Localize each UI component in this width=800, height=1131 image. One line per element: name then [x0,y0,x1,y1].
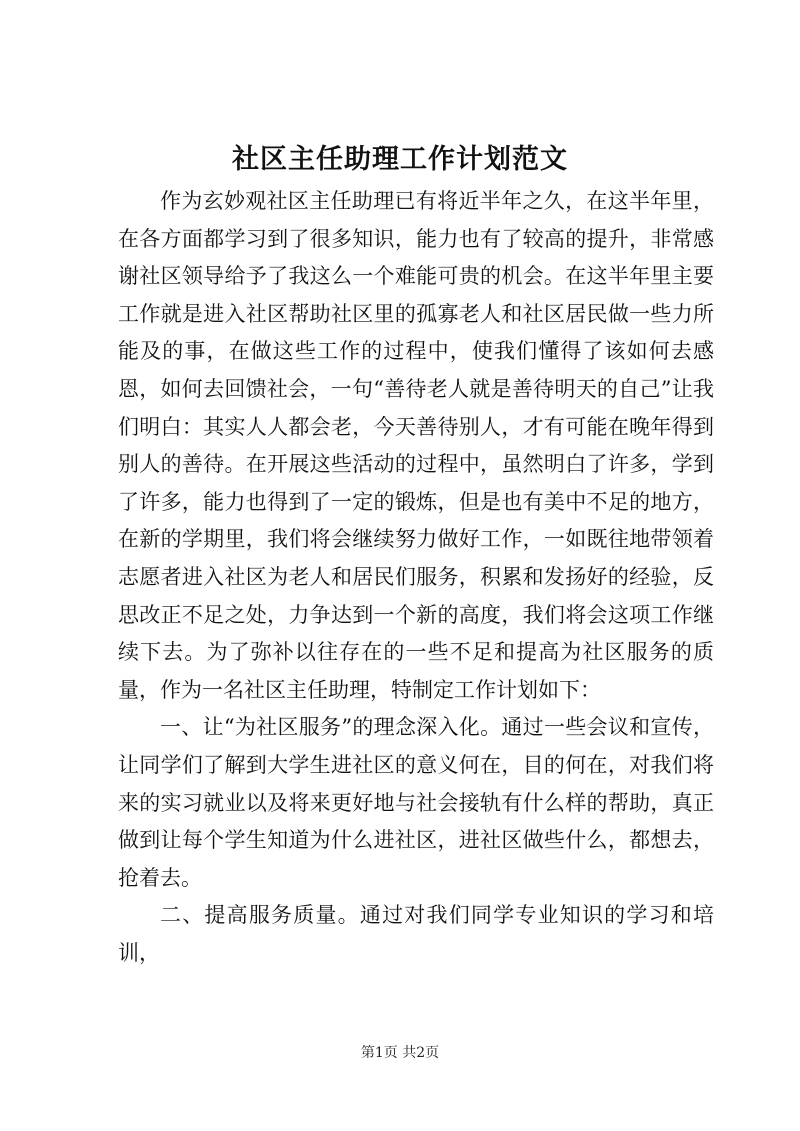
paragraph-item-2: 二、提高服务质量。通过对我们同学专业知识的学习和培训， [118,903,714,965]
paragraph-item-1: 一、让“为社区服务”的理念深入化。通过一些会议和宣传，让同学们了解到大学生进社区的意义何在，目的何在，对我们将来的实习就业以及将来更好地与社会接轨有什么样的帮助，真正做到让每个学生知道为什么进社区，进社区做些什么，都想去，抢着去。 [118,715,714,890]
document-title: 社区主任助理工作计划范文 [232,144,568,175]
page-footer: 第1页 共2页 [360,1045,440,1061]
document-body [118,183,714,972]
paragraph-intro: 作为玄妙观社区主任助理已有将近半年之久，在这半年里，在各方面都学习到了很多知识，能力也有了较高的提升，非常感谢社区领导给予了我这么一个难能可贵的机会。在这半年里主要工作就是进入社区帮助社区里的孤寡老人和社区居民做一些力所能及的事，在做这些工作的过程中，使我们懂得了该如何去感恩，如何去回馈社会，一句“善待老人就是善待明天的自己”让我们明白：其实人人都会老，今天善待别人，才有可能在晚年得到别人的善待。在开展这些活动的过程中，虽然明白了许多，学到了许多，能力也得到了一定的锻炼，但是也有美中不足的地方，在新的学期里，我们将会继续努力做好工作，一如既往地带领着志愿者进入社区为老人和居民们服务，积累和发扬好的经验，反思改正不足之处，力争达到一个新的高度，我们将会这项工作继续下去。为了弥补以往存在的一些不足和提高为社区服务的质量，作为一名社区主任助理，特制定工作计划如下： [118,189,714,702]
